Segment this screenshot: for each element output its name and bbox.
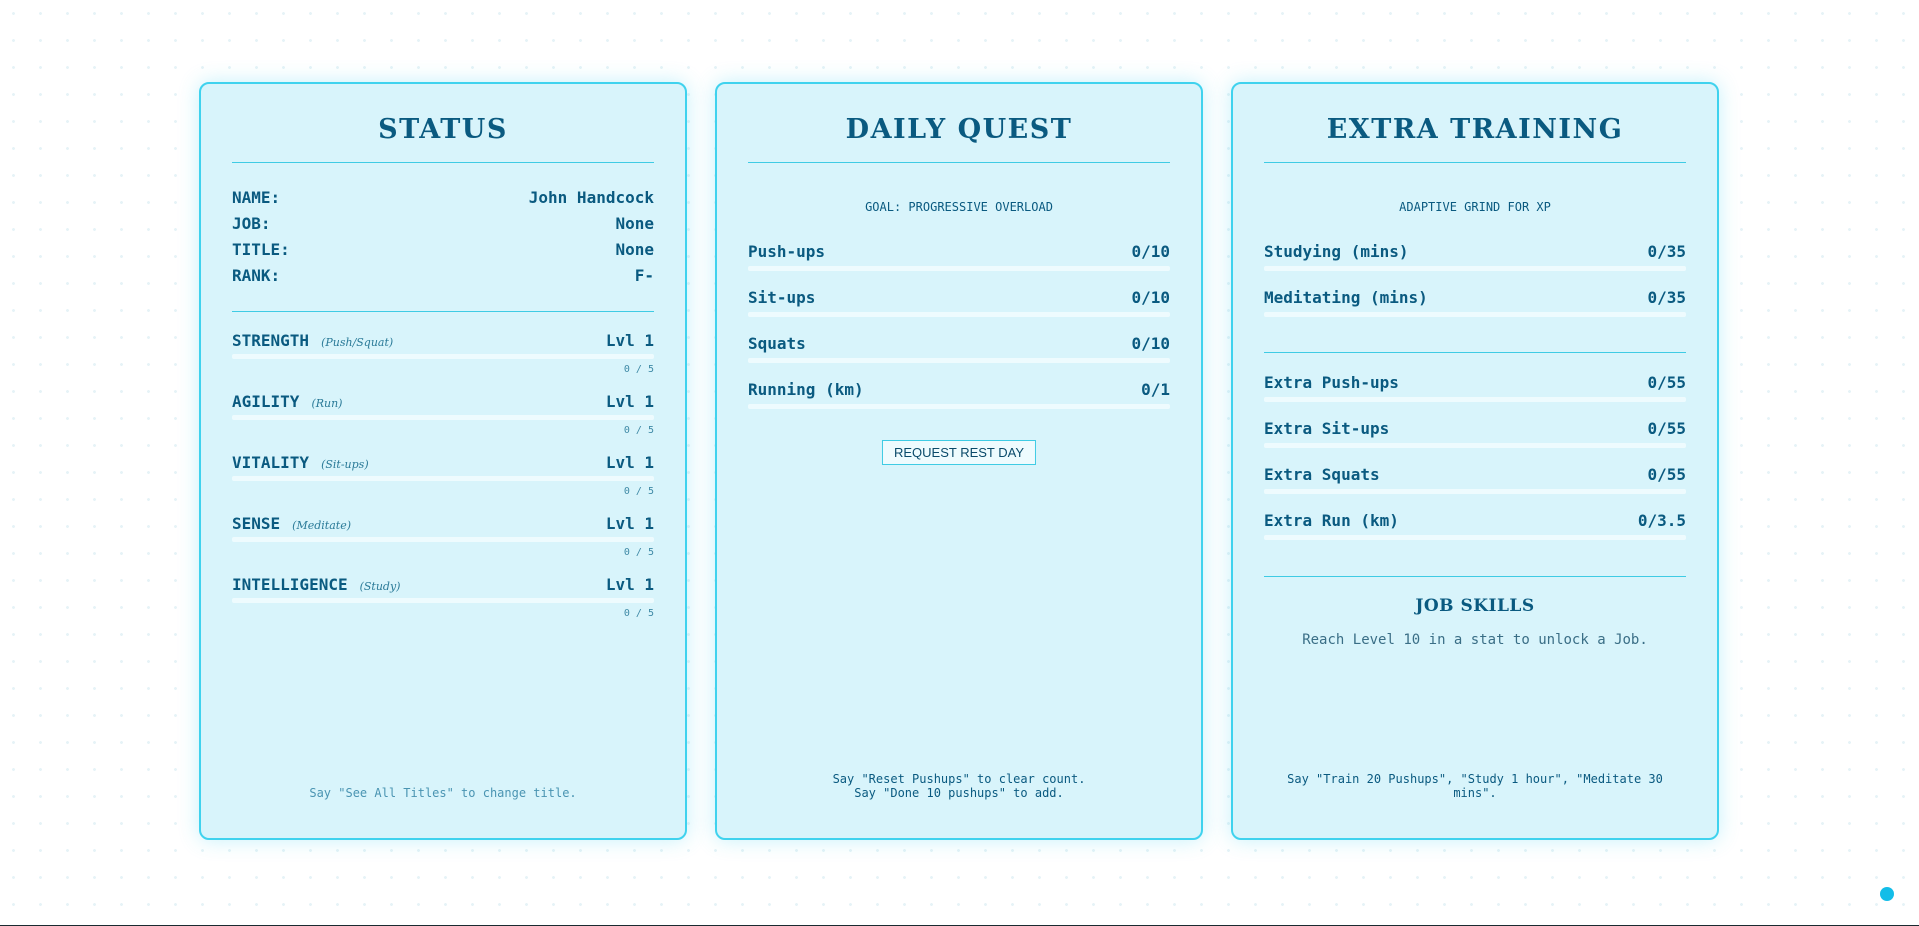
task-name: Studying (mins) [1264,241,1409,261]
info-row-rank [232,264,654,286]
info-label: RANK: [232,265,281,285]
status-panel [199,82,687,840]
info-label: TITLE: [232,239,290,259]
task-count: 0/55 [1647,372,1686,392]
daily-quest-title: DAILY QUEST [845,114,1073,145]
stat-xp: 0 / 5 [623,364,654,375]
extra-task-run [1264,509,1686,543]
info-row-name [232,186,654,208]
stat-hint: (Run) [311,396,343,410]
stat-xp: 0 / 5 [623,608,654,619]
stat-hint: (Study) [359,579,401,593]
stat-name: AGILITY [232,391,300,411]
divider [1264,162,1686,163]
stat-name: VITALITY [232,452,310,472]
task-count: 0/3.5 [1637,510,1686,530]
status-title: STATUS [378,114,508,145]
task-name: Extra Sit-ups [1264,418,1390,438]
task-progress-bar [1264,312,1686,317]
task-progress-bar [748,404,1170,409]
extra-footer-hint-1: Say "Train 20 Pushups", "Study 1 hour", "Meditate 30 [1287,772,1663,786]
task-progress-bar [748,266,1170,271]
divider [748,162,1170,163]
stat-level: Lvl 1 [605,330,654,350]
quest-task-situps [748,286,1170,320]
task-count: 0/55 [1647,464,1686,484]
stat-level: Lvl 1 [605,452,654,472]
quest-task-squats [748,332,1170,366]
task-progress-bar [1264,535,1686,540]
extra-training-panel [1231,82,1719,840]
stat-strength [232,329,654,379]
task-name: Sit-ups [748,287,816,307]
task-count: 0/10 [1131,333,1170,353]
extra-task-situps [1264,417,1686,451]
stat-xp: 0 / 5 [623,486,654,497]
task-progress-bar [748,358,1170,363]
request-rest-day-button[interactable]: REQUEST REST DAY [882,440,1036,465]
stat-agility [232,390,654,440]
daily-quest-panel [715,82,1203,840]
job-skills-description: Reach Level 10 in a stat to unlock a Job. [1302,632,1648,648]
task-name: Extra Run (km) [1264,510,1399,530]
stat-hint: (Push/Squat) [321,335,394,349]
task-count: 0/35 [1647,241,1686,261]
task-progress-bar [1264,489,1686,494]
info-value: None [615,239,654,259]
stat-xp: 0 / 5 [623,425,654,436]
stat-name: INTELLIGENCE [232,574,348,594]
stat-progress-bar [232,415,654,420]
divider [1264,352,1686,353]
stat-hint: (Meditate) [292,518,351,532]
info-label: JOB: [232,213,271,233]
info-value: John Handcock [528,187,654,207]
divider [1264,576,1686,577]
status-footer-hint: Say "See All Titles" to change title. [309,786,577,800]
task-name: Squats [748,333,806,353]
stat-name: STRENGTH [232,330,310,350]
quest-task-pushups [748,240,1170,274]
divider [232,162,654,163]
daily-footer-hint-2: Say "Done 10 pushups" to add. [854,786,1064,800]
task-count: 0/10 [1131,241,1170,261]
task-progress-bar [1264,443,1686,448]
info-label: NAME: [232,187,281,207]
extra-training-title: EXTRA TRAINING [1326,114,1624,145]
quest-task-running [748,378,1170,412]
task-count: 0/35 [1647,287,1686,307]
task-name: Running (km) [748,379,864,399]
stat-intelligence [232,573,654,623]
extra-task-squats [1264,463,1686,497]
info-value: F- [634,265,654,285]
task-progress-bar [1264,266,1686,271]
stat-progress-bar [232,476,654,481]
stat-level: Lvl 1 [605,574,654,594]
daily-goal: GOAL: PROGRESSIVE OVERLOAD [865,200,1053,214]
stat-progress-bar [232,354,654,359]
extra-task-meditating [1264,286,1686,320]
task-name: Extra Squats [1264,464,1380,484]
stat-hint: (Sit-ups) [321,457,369,471]
stat-progress-bar [232,598,654,603]
extra-task-pushups [1264,371,1686,405]
stat-vitality [232,451,654,501]
extra-subtitle: ADAPTIVE GRIND FOR XP [1399,200,1551,214]
task-name: Meditating (mins) [1264,287,1428,307]
daily-footer-hint-1: Say "Reset Pushups" to clear count. [832,772,1086,786]
stat-level: Lvl 1 [605,513,654,533]
info-value: None [615,213,654,233]
status-indicator-dot[interactable] [1880,887,1894,901]
stat-level: Lvl 1 [605,391,654,411]
extra-footer-hint-2: mins". [1453,786,1497,800]
task-count: 0/1 [1141,379,1170,399]
task-name: Push-ups [748,241,826,261]
stat-sense [232,512,654,562]
task-count: 0/10 [1131,287,1170,307]
task-progress-bar [1264,397,1686,402]
stat-progress-bar [232,537,654,542]
stat-name: SENSE [232,513,281,533]
job-skills-title: JOB SKILLS [1415,596,1535,616]
stat-xp: 0 / 5 [623,547,654,558]
info-row-job [232,212,654,234]
task-count: 0/55 [1647,418,1686,438]
divider [232,311,654,312]
extra-task-studying [1264,240,1686,274]
info-row-title [232,238,654,260]
task-name: Extra Push-ups [1264,372,1399,392]
task-progress-bar [748,312,1170,317]
